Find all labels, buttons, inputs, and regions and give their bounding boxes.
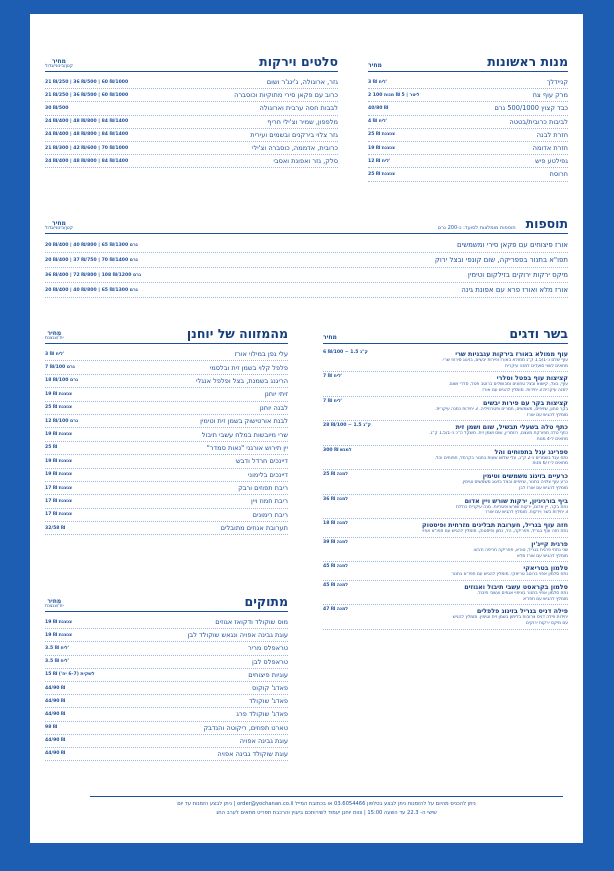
salads-item-name: מלפפון, שמיר וצ'ילי חריף xyxy=(267,117,338,126)
meat-dish-description: מומלץ להגיש עם אורז מלא xyxy=(516,553,568,559)
meat-dish-header xyxy=(323,521,568,529)
salads-item-price: 21 ₪/250 | 36 ₪/500 | 60 ₪/1000 xyxy=(45,92,129,98)
yohanan-item xyxy=(45,388,288,401)
meat-dish-price: 7 ₪ ליח' xyxy=(323,398,343,404)
yohanan-item-price: 17 ₪ צנצנת xyxy=(45,498,73,504)
yohanan-item xyxy=(45,495,288,508)
starters-section xyxy=(368,54,568,182)
meat-dish-header xyxy=(323,350,568,358)
desserts-item xyxy=(45,695,288,708)
meat-dish-header xyxy=(323,607,568,615)
meat-dish-name: ביף בורגיניון, ירקות שורש ויין אדום xyxy=(464,496,568,505)
meat-dish-name: סלמון בטריאקי xyxy=(523,564,568,573)
salads-item-price: 24 ₪/400 | 48 ₪/800 | 84 ₪/1400 xyxy=(45,119,129,125)
salads-item xyxy=(45,142,338,155)
desserts-item-name: עוגיות פיצוחים xyxy=(248,670,288,679)
starters-item xyxy=(368,116,568,129)
starters-item-price: 4 ₪ ליח' xyxy=(368,119,388,125)
salads-item xyxy=(45,116,338,129)
desserts-item-name: פאדג' קוקוס xyxy=(252,684,288,693)
meat-dish-price: 6 ₪/100 ~ 1.5 ק"ג xyxy=(323,350,368,355)
extras-item-name: תפו"א בתנור בפפריקה, שום קונפי ובצל ירוק xyxy=(434,256,568,264)
starters-item-price: 19 ₪ צנצנת xyxy=(368,145,396,151)
starters-item-name: חזרת לבנה xyxy=(536,130,568,139)
yohanan-title: מהמזווה של יוחנן xyxy=(186,326,288,341)
salads-item-name: לבבות חסה ערבית וארוגולה xyxy=(259,104,338,113)
starters-item xyxy=(368,76,568,89)
desserts-item xyxy=(45,708,288,721)
salads-item-price: 24 ₪/400 | 48 ₪/800 | 84 ₪/1400 xyxy=(45,158,129,164)
yohanan-item-name: ריבת רימונים xyxy=(252,510,288,519)
meat-dish-price: 28 ₪/100 ~ 1.5 ק"ג xyxy=(323,423,372,429)
desserts-list xyxy=(45,616,288,761)
yohanan-item-name: דיינכים בלימוני xyxy=(247,470,288,479)
desserts-item-price: 44/90 ₪ xyxy=(45,711,66,717)
meat-dish xyxy=(323,421,568,445)
desserts-item-price: 44/90 ₪ xyxy=(45,751,66,757)
extras-item xyxy=(45,253,568,268)
desserts-item-price: 44/90 ₪ xyxy=(45,685,66,691)
starters-item xyxy=(368,89,568,102)
desserts-item-price: 44/90 ₪ xyxy=(45,738,66,744)
desserts-item-price: 19 ₪ צנצנת xyxy=(45,632,73,638)
yohanan-price-header: מחיר xyxy=(47,329,62,337)
salads-item-name: גזר, ארוגולה, ג'ינג'ר ושום xyxy=(266,78,338,87)
yohanan-item xyxy=(45,522,288,535)
salads-price-header: מחיר xyxy=(52,57,66,65)
yohanan-item xyxy=(45,348,288,361)
meat-dish-price: 7 ₪ ליח' xyxy=(323,374,343,380)
yohanan-item-name: דיינכים חרדל ודבש xyxy=(236,457,288,466)
starters-item-name: מרק עוף צח xyxy=(532,91,568,100)
yohanan-item-price: 25 ₪ צנצנת xyxy=(45,405,73,411)
starters-item xyxy=(368,168,568,181)
meat-dish-price: 39 ₪ למנה xyxy=(323,539,349,545)
yohanan-item-price: 17 ₪ צנצנת xyxy=(45,512,73,518)
meat-dish-name: כרעיים בזיגוג משמשים וטימין xyxy=(482,472,568,481)
meat-dish xyxy=(323,519,568,538)
meat-dish-name: כתף טלה בשעלי תבשיל, שום ושמן זית xyxy=(455,423,568,432)
meat-dish-description: נתח עגל בשמרים כ-2 ק"ג, עלי שלוש שעות בתנור בקרמל, תפוחים והל. xyxy=(434,455,568,461)
meat-dish-header xyxy=(323,374,568,382)
desserts-item-name: פאדג' שוקולד פרג xyxy=(236,710,288,719)
desserts-price-header: מחיר xyxy=(47,597,62,605)
yohanan-item xyxy=(45,428,288,441)
extras-subtitle: תוספות מומלצות לסועד: כ-200 גרם xyxy=(437,225,516,231)
yohanan-item-price: 7 ₪/100 גרם xyxy=(45,365,75,371)
desserts-item-name: עוגת גבינה אפויה xyxy=(239,736,288,745)
meat-dish-description: עם מיקס ירקות ירוקים xyxy=(525,621,568,627)
starters-item-price: 2 ליטר | 5 ₪ מנות 100 xyxy=(368,92,420,98)
meat-dish-description: מומלץ להגיש עם תפו"א xyxy=(523,596,568,602)
desserts-item xyxy=(45,629,288,642)
meat-price-header: מחיר xyxy=(323,334,337,341)
starters-item-price: 25 ₪ צנצנת xyxy=(368,132,396,138)
yohanan-item xyxy=(45,361,288,374)
desserts-item-name: עוגת שוקולד גבינה אפויה xyxy=(217,749,288,758)
meat-dish-header xyxy=(323,399,568,407)
menu-sheet xyxy=(30,14,583,843)
meat-dish-name: קציצות בקר עם פירות יבשים xyxy=(483,398,568,407)
meat-dish-description: מתאים ל-4 מנות xyxy=(536,437,568,443)
yohanan-item-price: 25 ₪ xyxy=(45,445,58,451)
meat-dish-description: כתף טלה מפורקת מעצם, רוזמרין, שום ושמן זית. משקל ה"כ כ-1.5/1 ק"ג. xyxy=(429,431,568,437)
extras-item-name: מיקס ירקות ירוקים בזילקום וטימין xyxy=(467,271,568,279)
meat-dish-header xyxy=(323,497,568,505)
desserts-item xyxy=(45,735,288,748)
starters-item-price: 25 ₪ צנצנת xyxy=(368,171,396,177)
extras-list xyxy=(45,238,568,298)
meat-dish-name: עוף ממולא באורז בירקות עגבניות שרי xyxy=(455,350,568,358)
meat-dish-description: שני נתחי פרגית בגריל, טורא, פפריקה חריפה ודבש. xyxy=(472,547,568,553)
footer-line-2: שישי ה- 22.3 עד השעה 15:00 | צוות יוחנן יעמוד לשירותכם ביעוץ והרכבת תפריט מתאים לערב החג xyxy=(216,809,437,816)
meat-dish-name: חזה עוף בגריל, חערובת תבלינים מזרחית ופיסטוק xyxy=(422,521,568,530)
meat-dish-description: נתח בקר, יין אדום, ירקות שורש ופטריות. מנה עיקרית כוללת xyxy=(455,504,568,510)
desserts-item xyxy=(45,748,288,761)
yohanan-item-price: 19 ₪ צנצנת xyxy=(45,472,73,478)
desserts-item xyxy=(45,642,288,655)
meat-dish xyxy=(323,348,568,372)
meat-dish-header xyxy=(323,472,568,480)
yohanan-item xyxy=(45,415,288,428)
extras-item-name: אורז פיצוחים עם פקאן סירי ומשמשים xyxy=(457,241,568,249)
desserts-item-name: טראפלס לבן xyxy=(251,657,288,666)
meat-dish xyxy=(323,495,568,519)
yohanan-item xyxy=(45,469,288,482)
starters-item-price: 12 ₪ ליח' xyxy=(368,158,391,164)
meat-dish xyxy=(323,581,568,605)
extras-price-header: מחיר xyxy=(52,219,66,227)
extras-item-price: 20 ₪/400 | 40 ₪/800 | 65 ₪/1300 גרם xyxy=(45,242,138,248)
yohanan-item xyxy=(45,375,288,388)
meat-dish-description: מומלץ להגיש עם אורז xyxy=(526,412,568,418)
meat-dish-description: כרע עוף צלויה בתנור, שזיפים ובצל בזיגוג משמשים וטימין. xyxy=(461,480,568,486)
starters-list xyxy=(368,76,568,182)
meat-dish-description: למנה עיקרית 3 יחידות. מומלץ להגיש עם אורז xyxy=(482,388,568,394)
yohanan-item-price: 18 ₪/100 גרם xyxy=(45,378,79,384)
meat-dish xyxy=(323,605,568,629)
salads-item-name: סלק, גזר ואפונת ואסבי xyxy=(273,157,338,166)
meat-dish xyxy=(323,372,568,396)
meat-dish-header xyxy=(323,423,568,431)
yohanan-item-price: 3 ₪ ליח' xyxy=(45,351,65,357)
yohanan-item-price: 32/58 ₪ xyxy=(45,525,66,531)
salads-item xyxy=(45,102,338,115)
starters-item-name: כבד קצוץ 500/1000 גרם xyxy=(494,104,568,113)
starters-item-price: 40/80 ₪ xyxy=(368,105,389,111)
meat-dish xyxy=(323,470,568,494)
meat-dish xyxy=(323,562,568,581)
starters-item xyxy=(368,142,568,155)
desserts-item-name: פאדג' שוקולד xyxy=(248,697,288,706)
meat-dish-name: סלמון בקראסט עשבי תיבול ואגוזים xyxy=(464,582,568,591)
meat-dish-price: 45 ₪ למנה xyxy=(323,582,349,588)
yohanan-item-name: ריבת חמוז ויין xyxy=(251,497,288,506)
salads-item-price: 30 ₪/500 xyxy=(45,105,69,111)
starters-item xyxy=(368,129,568,142)
meat-dish-description: מתאים ל-6/7 מנות xyxy=(532,461,568,467)
starters-item-name: חרוסת xyxy=(549,170,568,179)
meat-dish-description: נתח סלמון אפוי בתנור בציפוי אגוזים ועשבי תיבול. xyxy=(476,590,568,596)
starters-item-name: חזרת אדומה xyxy=(532,144,568,153)
salads-title: סלטים וירקות xyxy=(259,54,338,69)
meat-dish-header xyxy=(323,448,568,456)
yohanan-item-price: 12 ₪/100 גרם xyxy=(45,418,79,424)
extras-item-price: 20 ₪/400 | 37 ₪/750 | 70 ₪/1400 גרם xyxy=(45,257,138,263)
meat-dish-header xyxy=(323,583,568,591)
meat-dish-description: נתח חזה עוף בגריל, פפריקה, הל, כמון ופיסטוק. מומלץ להגיש עם תפו"א אפוי xyxy=(422,529,568,535)
desserts-item-name: מוס שוקולד ודקואז אגוזים xyxy=(215,618,288,627)
yohanan-item-name: תערובת אגוזים מתובלים xyxy=(220,524,288,533)
starters-item-name: קניידלך xyxy=(546,78,568,87)
desserts-item-name: עוגת גבינה אפויה ונגאש שוקולד לבן xyxy=(187,631,288,640)
meat-dish-name: פרגית קייג'ין xyxy=(531,539,568,548)
yohanan-section xyxy=(45,326,288,535)
desserts-item-name: טראפלס מריר xyxy=(247,644,288,653)
meat-section xyxy=(323,326,568,630)
salads-item-name: גזר צלוי בירקנים ובשמים ועירית xyxy=(250,130,338,139)
desserts-price-units: יח'/צנצנת xyxy=(45,603,64,609)
yohanan-item-name: עלי גפן במילוי אורז xyxy=(234,350,288,359)
meat-dish xyxy=(323,538,568,562)
desserts-item-price: 15 ₪ לשקית (6-7 יח') xyxy=(45,672,95,678)
yohanan-list xyxy=(45,348,288,535)
extras-item-price: 36 ₪/400 | 72 ₪/800 | 108 ₪/1200 גרם xyxy=(45,272,142,278)
meat-dish xyxy=(323,446,568,470)
meat-dish-price: 300 ₪ למגש xyxy=(323,447,352,453)
salads-item xyxy=(45,155,338,168)
desserts-item-price: 3.5 ₪ ליח' xyxy=(45,659,70,665)
salads-price-sizes: קטן/בינוני/גדול xyxy=(45,63,73,69)
desserts-title: מתוקים xyxy=(244,594,288,609)
meat-title: בשר ודגים xyxy=(509,326,568,341)
footer xyxy=(90,796,563,818)
yohanan-item-name: יין תירוש אורגני "נאות סמדר" xyxy=(206,443,288,452)
salads-item-price: 21 ₪/300 | 42 ₪/600 | 70 ₪/1000 xyxy=(45,145,129,151)
starters-item-price: 3 ₪ ליח' xyxy=(368,79,388,85)
yohanan-item-price: 19 ₪ צנצנת xyxy=(45,458,73,464)
yohanan-item-name: זיתי יוחנן xyxy=(264,390,288,399)
yohanan-item-name: פלפל קלוי בשמן זית ובלסמי xyxy=(209,363,288,372)
meat-dish-description: מתאים לשני סועדים למנה עיקרית xyxy=(504,363,568,369)
extras-item xyxy=(45,268,568,283)
meat-list xyxy=(323,348,568,630)
meat-dish-description: בקר טחון, שזיפים, משמשים, תמרים ופטרוזיליה. 3 יחידות כמנה עיקרית. xyxy=(435,406,568,412)
meat-dish-price: 45 ₪ למנה xyxy=(323,564,349,570)
extras-item-name: אורז מלא ואורז פרא עם אפונת גינה xyxy=(461,286,568,294)
starters-item-name: גפילטע פיש xyxy=(535,157,568,166)
desserts-item-price: 19 ₪ צנצנת xyxy=(45,619,73,625)
yohanan-item-name: לבנה יוחנן xyxy=(259,403,288,412)
desserts-item xyxy=(45,656,288,669)
meat-dish-name: פילה דניס בגריל בזיגוג פלפלים xyxy=(476,607,568,616)
yohanan-item-price: 19 ₪ צנצנת xyxy=(45,391,73,397)
yohanan-item-name: הריגנג בשמנת, בצל ופלפל אנגלי xyxy=(196,376,288,385)
extras-item-price: 20 ₪/400 | 40 ₪/800 | 65 ₪/1300 גרם xyxy=(45,287,138,293)
meat-dish-name: ספרינג עגל בתפוחים והל xyxy=(494,447,568,456)
desserts-item xyxy=(45,722,288,735)
yohanan-item xyxy=(45,482,288,495)
meat-dish xyxy=(323,397,568,421)
meat-dish-description: יחידות פילה דניס צרובות בלימון בשמן זית וטימין. מומלץ להגיש xyxy=(452,615,568,621)
yohanan-item-price: 19 ₪ צנצנת xyxy=(45,432,73,438)
starters-price-header: מחיר xyxy=(368,62,382,69)
desserts-item-name: טארט תפוזים, ריקוטה והנדבק xyxy=(203,723,288,732)
extras-item xyxy=(45,238,568,253)
meat-dish-name: קציצות עוף בפטל וסלרי xyxy=(496,374,568,383)
meat-dish-description: 3 יחידות בשר וירקות. מומלץ להגיש עם אורז xyxy=(485,510,568,516)
salads-item-name: כרובית, אדממה, כוסברה וצ'ילי xyxy=(252,144,338,153)
meat-dish-description: נתח סלמון אפוי ברוטב טריאקי. מומלץ להגיש עם תפו"א בתנור xyxy=(451,572,568,578)
meat-dish-price: 18 ₪ למנה xyxy=(323,521,349,527)
extras-item xyxy=(45,283,568,298)
yohanan-item xyxy=(45,455,288,468)
yohanan-item xyxy=(45,402,288,415)
yohanan-item xyxy=(45,509,288,522)
yohanan-item-name: ריבת תפוזים ורבק xyxy=(238,484,288,493)
desserts-item xyxy=(45,669,288,682)
desserts-section xyxy=(45,594,288,761)
yohanan-item-name: לבנת אורטישוק בשמן זית וטימין xyxy=(200,417,288,426)
yohanan-item xyxy=(45,442,288,455)
starters-title: מנות ראשונות xyxy=(487,54,568,69)
extras-section xyxy=(45,216,568,298)
footer-line-1: ניתן להכניס מהיום על להזמנות ניתן לבצע בטלפון 03.6054466 או בכתובת המייל order@yochanan.co.il | ניתן לבצע הזמנות עד יום xyxy=(177,801,476,807)
meat-dish-description: עוף, בצל, קישוא ובצל טחונים ומבושלים ברוטב פטל, סלרי ושום. xyxy=(448,382,568,388)
desserts-item xyxy=(45,682,288,695)
yohanan-item-price: 17 ₪ צנצנת xyxy=(45,485,73,491)
meat-dish-description: עוף שלם כ-1.5/1 ק"ג ממולא באורז ופירות יבשים, בזיגוג סירופ שרי. xyxy=(441,358,568,363)
desserts-item-price: 3.5 ₪ ליח' xyxy=(45,645,70,651)
desserts-item xyxy=(45,616,288,629)
salads-item-price: 24 ₪/400 | 48 ₪/800 | 84 ₪/1400 xyxy=(45,132,129,138)
salads-section xyxy=(45,54,338,168)
meat-dish-header xyxy=(323,564,568,572)
yohanan-price-units: יח'/צנצנת xyxy=(45,335,64,341)
meat-dish-price: 25 ₪ למנה xyxy=(323,472,349,478)
desserts-item-price: 98 ₪ xyxy=(45,725,58,731)
desserts-item-price: 44/90 ₪ xyxy=(45,698,66,704)
salads-item-price: 21 ₪/250 | 36 ₪/500 | 60 ₪/1000 xyxy=(45,79,129,85)
salads-item-name: כרוב עם פקאן סירי מתוקיות וכוסברה xyxy=(234,91,338,100)
yohanan-item-name: שרי מיובשות במלח עשבי תיבול xyxy=(201,430,288,439)
meat-dish-description: מומלץ להגיש עם אורז לבן xyxy=(519,485,568,491)
starters-item xyxy=(368,102,568,115)
salads-list xyxy=(45,76,338,168)
salads-item xyxy=(45,89,338,102)
salads-item xyxy=(45,76,338,89)
starters-item-name: לביבות כרובית/בטטה xyxy=(509,117,568,126)
starters-item xyxy=(368,155,568,168)
meat-dish-header xyxy=(323,540,568,548)
extras-price-sizes: קטן/בינוני/גדול xyxy=(45,225,73,231)
meat-dish-price: 36 ₪ למנה xyxy=(323,496,349,502)
extras-title: תוספות xyxy=(525,216,568,231)
meat-dish-price: 47 ₪ למנה xyxy=(323,607,349,613)
salads-item xyxy=(45,129,338,142)
